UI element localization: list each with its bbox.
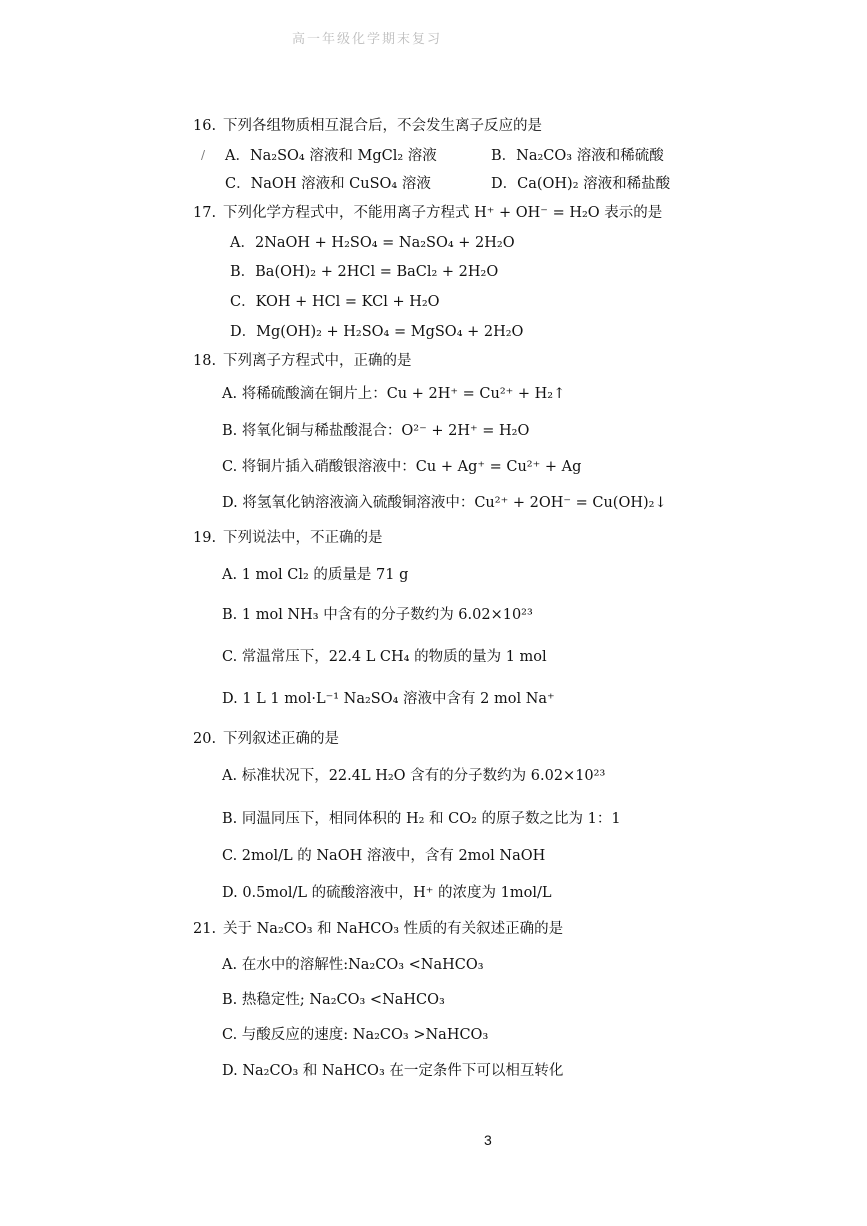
question-18-option-b: B. 将氧化铜与稀盐酸混合：O²⁻ + 2H⁺ = H₂O bbox=[222, 423, 530, 439]
page-header: 高一年级化学期末复习 bbox=[292, 32, 443, 47]
question-20-option-a: A. 标准状况下，22.4L H₂O 含有的分子数约为 6.02×10²³ bbox=[222, 768, 606, 784]
question-16-option-a: A．Na₂SO₄ 溶液和 MgCl₂ 溶液 bbox=[225, 148, 437, 164]
question-19-option-c: C. 常温常压下，22.4 L CH₄ 的物质的量为 1 mol bbox=[222, 649, 547, 665]
question-21-option-b: B. 热稳定性; Na₂CO₃ <NaHCO₃ bbox=[222, 992, 445, 1008]
question-18-option-c: C. 将铜片插入硝酸银溶液中：Cu + Ag⁺ = Cu²⁺ + Ag bbox=[222, 459, 582, 475]
question-16-option-d: D．Ca(OH)₂ 溶液和稀盐酸 bbox=[491, 176, 671, 192]
question-19-option-d: D. 1 L 1 mol·L⁻¹ Na₂SO₄ 溶液中含有 2 mol Na⁺ bbox=[222, 691, 555, 707]
stray-pen-mark: / bbox=[201, 148, 206, 162]
question-19-stem: 19. 下列说法中，不正确的是 bbox=[193, 530, 383, 546]
question-19-option-a: A. 1 mol Cl₂ 的质量是 71 g bbox=[222, 567, 409, 583]
question-17-option-c: C．KOH + HCl = KCl + H₂O bbox=[230, 294, 440, 310]
question-17-option-b: B．Ba(OH)₂ + 2HCl = BaCl₂ + 2H₂O bbox=[230, 264, 499, 280]
question-17-option-d: D．Mg(OH)₂ + H₂SO₄ = MgSO₄ + 2H₂O bbox=[230, 324, 524, 340]
question-17-stem: 17. 下列化学方程式中，不能用离子方程式 H⁺ + OH⁻ = H₂O 表示的是 bbox=[193, 205, 663, 221]
question-16-option-b: B．Na₂CO₃ 溶液和稀硫酸 bbox=[491, 148, 664, 164]
question-21-option-a: A. 在水中的溶解性:Na₂CO₃ <NaHCO₃ bbox=[222, 957, 484, 973]
question-18-stem: 18. 下列离子方程式中，正确的是 bbox=[193, 353, 412, 369]
question-19-option-b: B. 1 mol NH₃ 中含有的分子数约为 6.02×10²³ bbox=[222, 607, 533, 623]
question-17-option-a: A．2NaOH + H₂SO₄ = Na₂SO₄ + 2H₂O bbox=[230, 235, 515, 251]
question-18-option-d: D. 将氢氧化钠溶液滴入硫酸铜溶液中：Cu²⁺ + 2OH⁻ = Cu(OH)₂↓ bbox=[222, 495, 667, 511]
page-number: 3 bbox=[484, 1132, 492, 1148]
question-18-option-a: A. 将稀硫酸滴在铜片上：Cu + 2H⁺ = Cu²⁺ + H₂↑ bbox=[222, 386, 566, 402]
question-21-option-c: C. 与酸反应的速度: Na₂CO₃ >NaHCO₃ bbox=[222, 1027, 489, 1043]
question-16-option-c: C．NaOH 溶液和 CuSO₄ 溶液 bbox=[225, 176, 431, 192]
question-20-stem: 20. 下列叙述正确的是 bbox=[193, 731, 339, 747]
question-20-option-c: C. 2mol/L 的 NaOH 溶液中，含有 2mol NaOH bbox=[222, 848, 546, 864]
question-21-option-d: D. Na₂CO₃ 和 NaHCO₃ 在一定条件下可以相互转化 bbox=[222, 1063, 564, 1079]
question-16-stem: 16. 下列各组物质相互混合后，不会发生离子反应的是 bbox=[193, 118, 542, 134]
question-20-option-d: D. 0.5mol/L 的硫酸溶液中，H⁺ 的浓度为 1mol/L bbox=[222, 885, 552, 901]
question-20-option-b: B. 同温同压下，相同体积的 H₂ 和 CO₂ 的原子数之比为 1：1 bbox=[222, 811, 621, 827]
question-21-stem: 21. 关于 Na₂CO₃ 和 NaHCO₃ 性质的有关叙述正确的是 bbox=[193, 921, 564, 937]
